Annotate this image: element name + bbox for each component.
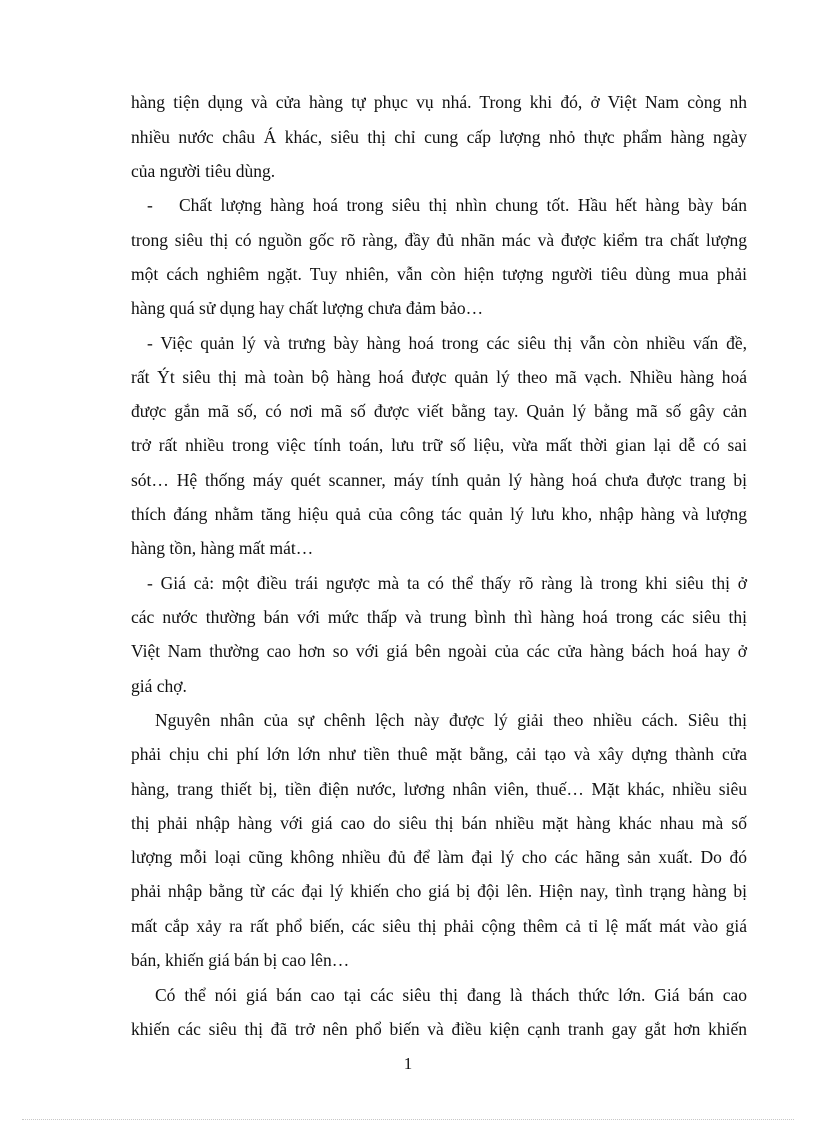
text-line: mất cắp xảy ra rất phổ biến, các siêu thị phải cộng thêm cả tỉ lệ mất mát vào giá: [131, 916, 747, 936]
text-line: thích đáng nhằm tăng hiệu quả của công tác quản lý lưu kho, nhập hàng và lượng: [131, 504, 747, 524]
text-line: trở rất nhiều trong việc tính toán, lưu trữ số liệu, vừa mất thời gian lại dễ có sai: [131, 435, 747, 455]
text-line: được gắn mã số, có nơi mã số được viết bằng tay. Quản lý bằng mã số gây cản: [131, 401, 747, 421]
text-line: bán, khiến giá bán bị cao lên…: [131, 950, 350, 970]
text-line: khiến các siêu thị đã trở nên phổ biến và điều kiện cạnh tranh gay gắt hơn khiến: [131, 1019, 747, 1039]
text-line: hàng, trang thiết bị, tiền điện nước, lương nhân viên, thuế… Mặt khác, nhiều siêu: [131, 779, 747, 799]
page-number: 1: [403, 1054, 413, 1073]
text-line: một cách nghiêm ngặt. Tuy nhiên, vẫn còn hiện tượng người tiêu dùng mua phải: [131, 264, 747, 284]
text-line: giá chợ.: [131, 676, 187, 696]
text-line: hàng quá sử dụng hay chất lượng chưa đảm bảo…: [131, 298, 484, 318]
text-line: của người tiêu dùng.: [131, 161, 276, 181]
text-line: Chất lượng hàng hoá trong siêu thị nhìn chung tốt. Hầu hết hàng bày bán: [179, 195, 747, 215]
text-line: Có thể nói giá bán cao tại các siêu thị đang là thách thức lớn. Giá bán cao: [155, 985, 747, 1005]
text-line: nhiều nước châu Á khác, siêu thị chỉ cung cấp lượng nhỏ thực phẩm hàng ngày: [131, 127, 747, 147]
text-line: trong siêu thị có nguồn gốc rõ ràng, đầy đủ nhãn mác và được kiểm tra chất lượng: [131, 230, 747, 250]
text-line: Việt Nam thường cao hơn so với giá bên ngoài của các cửa hàng bách hoá hay ở: [131, 641, 747, 661]
text-line: phải chịu chi phí lớn lớn như tiền thuê mặt bằng, cải tạo và xây dựng thành cửa: [131, 744, 747, 764]
bullet-line: [147, 194, 747, 216]
text-line: - Giá cả: một điều trái ngược mà ta có thể thấy rõ ràng là trong khi siêu thị ở: [147, 573, 747, 593]
text-line: các nước thường bán với mức thấp và trung bình thì hàng hoá trong các siêu thị: [131, 607, 747, 627]
page-bottom-divider: [22, 1119, 794, 1120]
text-line: rất Ýt siêu thị mà toàn bộ hàng hoá được quản lý theo mã vạch. Nhiều hàng hoá: [131, 367, 747, 387]
text-line: sót… Hệ thống máy quét scanner, máy tính quản lý hàng hoá chưa được trang bị: [131, 470, 747, 490]
text-line: Nguyên nhân của sự chênh lệch này được lý giải theo nhiều cách. Siêu thị: [155, 710, 747, 730]
text-line: hàng tồn, hàng mất mát…: [131, 538, 314, 558]
text-line: phải nhập bằng từ các đại lý khiến cho giá bị đội lên. Hiện nay, tình trạng hàng bị: [131, 881, 747, 901]
bullet-dash: -: [147, 195, 153, 215]
text-line: - Việc quản lý và trưng bày hàng hoá trong các siêu thị vẫn còn nhiều vấn đề,: [147, 333, 747, 353]
text-line: thị phải nhập hàng với giá cao do siêu thị bán nhiều mặt hàng khác nhau mà số: [131, 813, 747, 833]
text-line: lượng mỗi loại cũng không nhiều đủ để làm đại lý cho các hãng sản xuất. Do đó: [131, 847, 747, 867]
text-line: hàng tiện dụng và cửa hàng tự phục vụ nhá. Trong khi đó, ở Việt Nam còng nh: [131, 92, 747, 112]
